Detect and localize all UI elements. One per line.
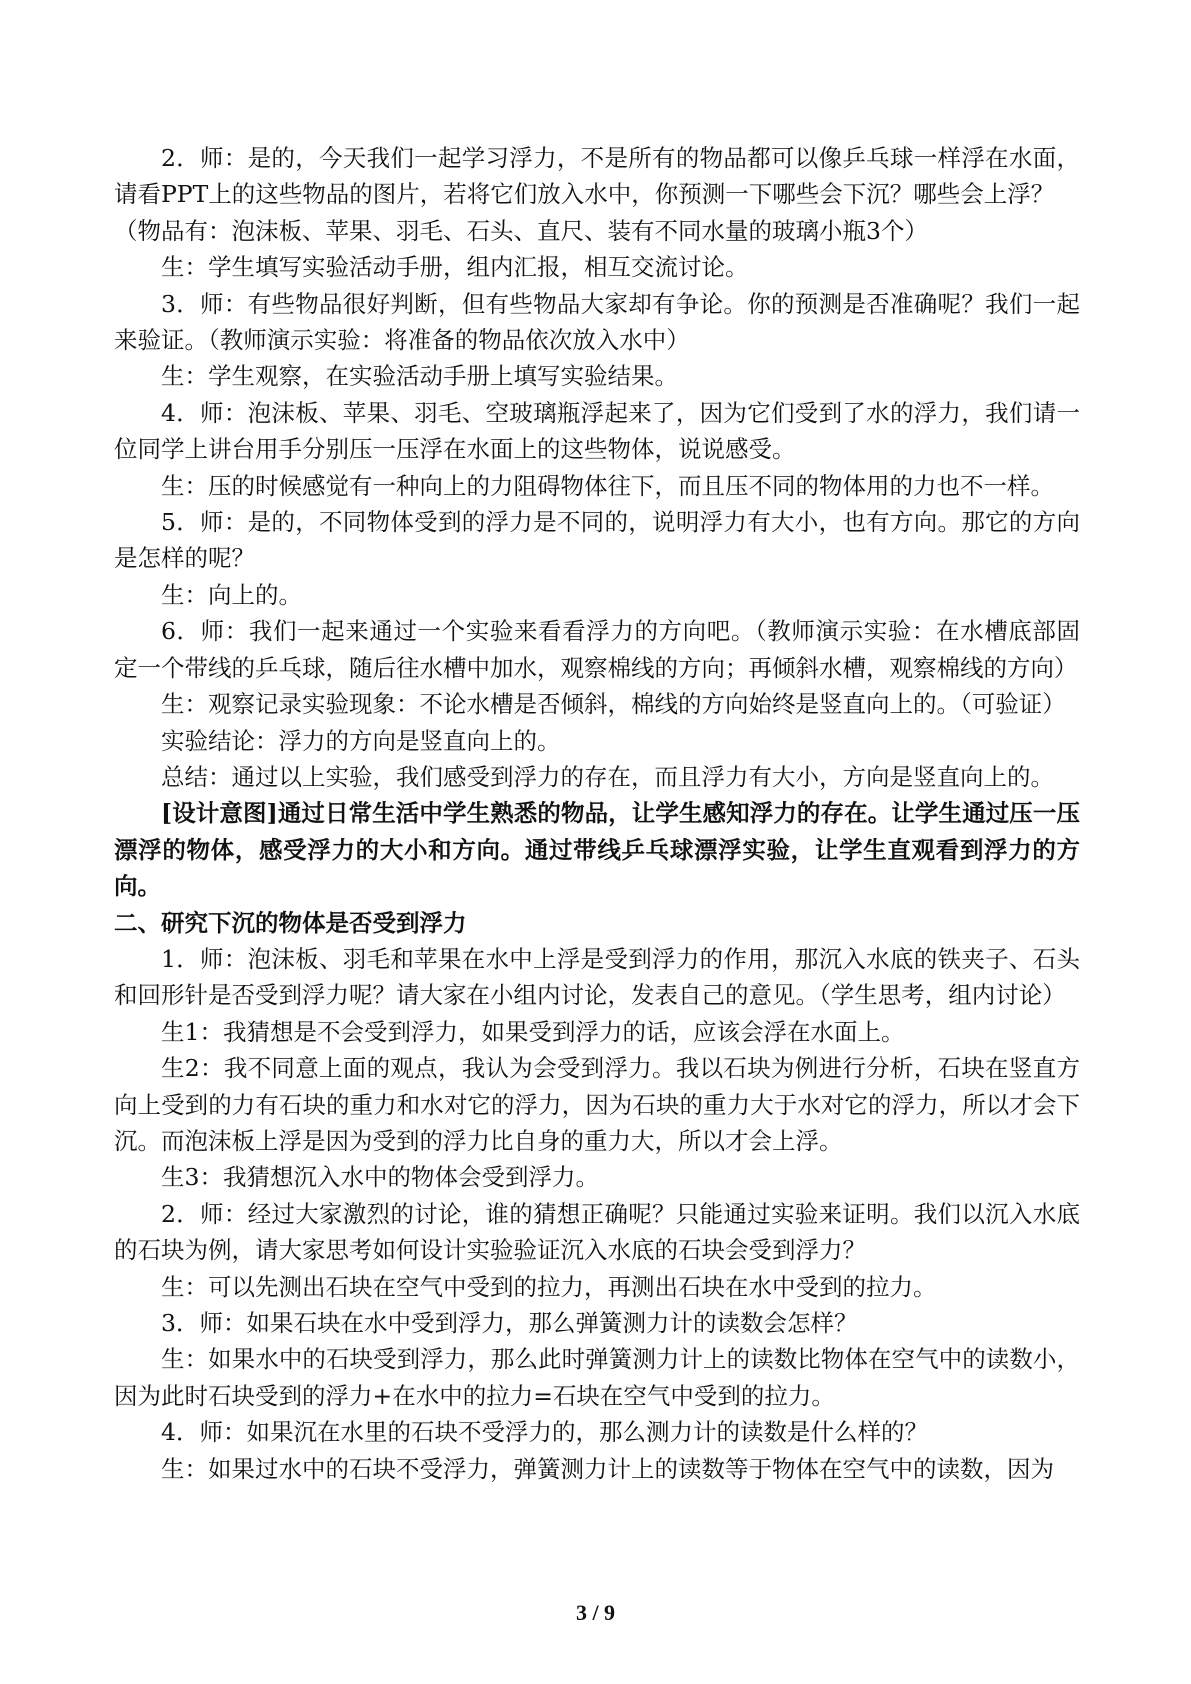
paragraph-s2-teacher-2: 2．师：经过大家激烈的讨论，谁的猜想正确呢？只能通过实验来证明。我们以沉入水底的石块为例，请大家思考如何设计实验验证沉入水底的石块会受到浮力？ [114, 1199, 1080, 1265]
paragraph-s2-student-4: 生：可以先测出石块在空气中受到的拉力，再测出石块在水中受到的拉力。 [161, 1272, 937, 1301]
paragraph-summary: 总结：通过以上实验，我们感受到浮力的存在，而且浮力有大小，方向是竖直向上的。 [161, 762, 1054, 791]
paragraph-teacher-4: 4．师：泡沫板、苹果、羽毛、空玻璃瓶浮起来了，因为它们受到了水的浮力，我们请一位同学上讲台用手分别压一压浮在水面上的这些物体，说说感受。 [114, 398, 1080, 464]
paragraph-s2-student-3: 生3：我猜想沉入水中的物体会受到浮力。 [161, 1163, 599, 1192]
paragraph-teacher-3: 3．师：有些物品很好判断，但有些物品大家却有争论。你的预测是否准确呢？我们一起来验证。（教师演示实验：将准备的物品依次放入水中） [114, 289, 1080, 355]
paragraph-s2-student-1: 生1：我猜想是不会受到浮力，如果受到浮力的话，应该会浮在水面上。 [161, 1017, 905, 1046]
paragraph-student-1: 生：学生填写实验活动手册，组内汇报，相互交流讨论。 [161, 253, 749, 282]
document-body [114, 140, 1080, 1487]
paragraph-s2-teacher-1: 1．师：泡沫板、羽毛和苹果在水中上浮是受到浮力的作用，那沉入水底的铁夹子、石头和回形针是否受到浮力呢？请大家在小组内讨论，发表自己的意见。（学生思考，组内讨论） [114, 944, 1080, 1010]
paragraph-design-intent: [设计意图]通过日常生活中学生熟悉的物品，让学生感知浮力的存在。让学生通过压一压漂浮的物体，感受浮力的大小和方向。通过带线乒乓球漂浮实验，让学生直观看到浮力的方向。 [114, 799, 1080, 901]
paragraph-s2-teacher-4: 4．师：如果沉在水里的石块不受浮力的，那么测力计的读数是什么样的？ [161, 1418, 928, 1447]
paragraph-s2-student-2: 生2：我不同意上面的观点，我认为会受到浮力。我以石块为例进行分析，石块在竖直方向上受到的力有石块的重力和水对它的浮力，因为石块的重力大于水对它的浮力，所以才会下沉。而泡沫板上浮是因为受到的浮力比自身的重力大，所以才会上浮。 [114, 1054, 1080, 1155]
paragraph-s2-teacher-3: 3．师：如果石块在水中受到浮力，那么弹簧测力计的读数会怎样？ [161, 1309, 858, 1337]
paragraph-teacher-6: 6．师：我们一起来通过一个实验来看看浮力的方向吧。（教师演示实验：在水槽底部固定一个带线的乒乓球，随后往水槽中加水，观察棉线的方向；再倾斜水槽，观察棉线的方向） [114, 617, 1080, 682]
paragraph-teacher-5: 5．师：是的，不同物体受到的浮力是不同的，说明浮力有大小，也有方向。那它的方向是怎样的呢？ [114, 508, 1080, 573]
paragraph-student-5: 生：观察记录实验现象：不论水槽是否倾斜，棉线的方向始终是竖直向上的。（可验证） [161, 690, 1066, 719]
paragraph-student-3: 生：压的时候感觉有一种向上的力阻碍物体往下，而且压不同的物体用的力也不一样。 [161, 471, 1054, 500]
paragraph-student-2: 生：学生观察，在实验活动手册上填写实验结果。 [161, 362, 678, 391]
page-number: 3 / 9 [575, 1600, 616, 1625]
paragraph-s2-student-5: 生：如果水中的石块受到浮力，那么此时弹簧测力计上的读数比物体在空气中的读数小，因为此时石块受到的浮力+在水中的拉力=石块在空气中受到的拉力。 [114, 1345, 1080, 1410]
paragraph-items-list: （物品有：泡沫板、苹果、羽毛、石头、直尺、装有不同水量的玻璃小瓶3个） [114, 216, 928, 245]
section-heading-2: 二、研究下沉的物体是否受到浮力 [114, 908, 467, 937]
paragraph-s2-student-6: 生：如果过水中的石块不受浮力，弹簧测力计上的读数等于物体在空气中的读数，因为 [161, 1454, 1054, 1483]
paragraph-student-4: 生：向上的。 [161, 580, 302, 609]
paragraph-conclusion: 实验结论：浮力的方向是竖直向上的。 [161, 726, 561, 755]
paragraph-teacher-2: 2．师：是的，今天我们一起学习浮力，不是所有的物品都可以像乒乓球一样浮在水面，请看PPT上的这些物品的图片，若将它们放入水中，你预测一下哪些会下沉？哪些会上浮？ [114, 144, 1080, 209]
